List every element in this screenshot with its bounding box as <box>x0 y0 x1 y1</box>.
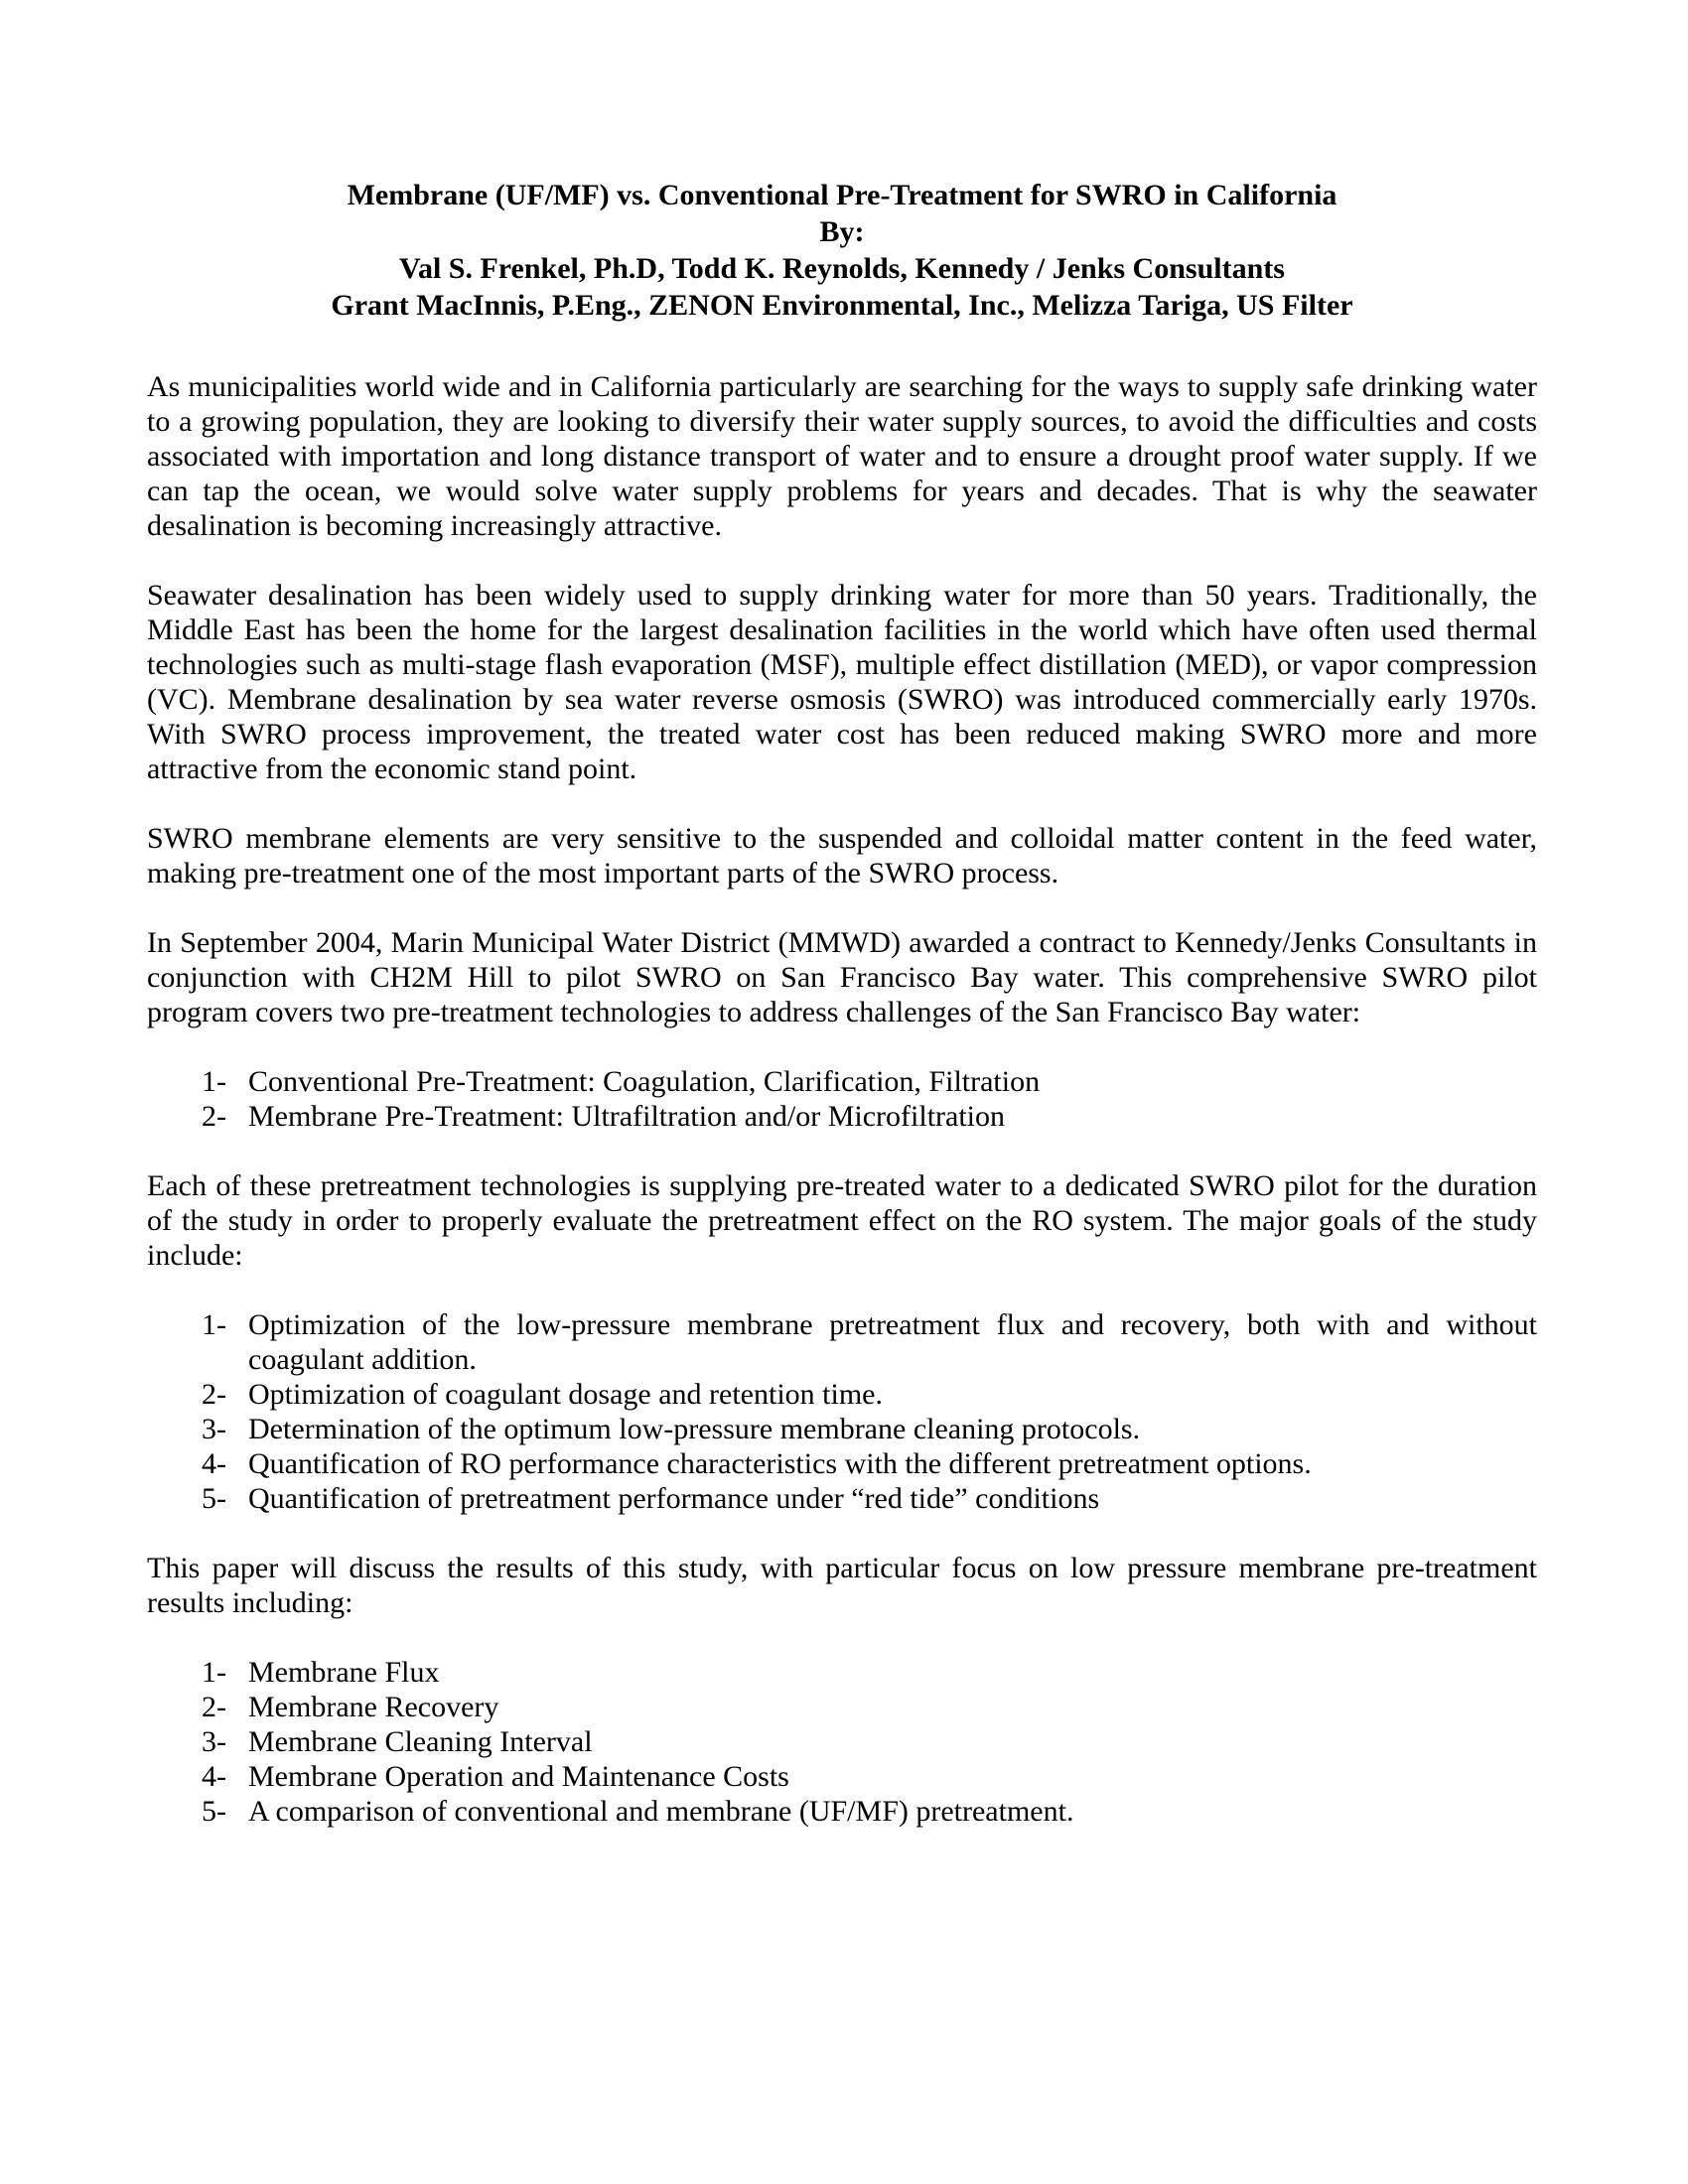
list-item <box>202 1655 1537 1690</box>
list-pretreatment-technologies <box>147 1064 1537 1134</box>
list-item <box>202 1377 1537 1412</box>
list-item-text: Quantification of RO performance characteristics with the different pretreatment options. <box>248 1447 1312 1480</box>
paragraph-contract: In September 2004, Marin Municipal Water District (MMWD) awarded a contract to Kennedy/Jenks Consultants in conjunction with CH2M Hill to pilot SWRO on San Francisco Bay water. This comprehensive SWRO pilot program covers two pre-treatment technologies to address challenges of the San Francisco Bay water: <box>147 926 1537 1028</box>
paragraph-intro: As municipalities world wide and in California particularly are searching for the ways to supply safe drinking water to a growing population, they are looking to diversify their water supply sources, to avoid the difficulties and costs associated with importation and long distance transport of water and to ensure a drought proof water supply. If we can tap the ocean, we would solve water supply problems for years and decades. That is why the seawater desalination is becoming increasingly attractive. <box>147 370 1537 542</box>
list-item <box>202 1794 1537 1829</box>
paragraph-goals-intro: Each of these pretreatment technologies is supplying pre-treated water to a dedicated SWRO pilot for the duration of the study in order to properly evaluate the pretreatment effect on the RO system. The major goals of the study include: <box>147 1169 1537 1272</box>
list-item-number: 4- <box>202 1447 226 1480</box>
list-item-number: 1- <box>202 1308 226 1341</box>
list-item-text: Membrane Recovery <box>248 1691 499 1723</box>
byline: By: <box>819 215 865 248</box>
list-item-text: Membrane Pre-Treatment: Ultrafiltration and/or Microfiltration <box>248 1100 1006 1133</box>
list-item <box>202 1412 1537 1446</box>
list-item <box>202 1064 1537 1099</box>
list-item <box>202 1099 1537 1134</box>
list-study-goals <box>147 1307 1537 1516</box>
list-item <box>202 1481 1537 1516</box>
list-item-text: Determination of the optimum low-pressure membrane cleaning protocols. <box>248 1413 1141 1445</box>
list-item-text: Quantification of pretreatment performance under “red tide” conditions <box>248 1482 1100 1515</box>
list-item-number: 5- <box>202 1482 226 1515</box>
list-item <box>202 1724 1537 1759</box>
list-item-text: Membrane Flux <box>248 1656 440 1689</box>
list-item-number: 5- <box>202 1795 226 1828</box>
list-item-text: Conventional Pre-Treatment: Coagulation, Clarification, Filtration <box>248 1065 1041 1098</box>
list-item <box>202 1690 1537 1724</box>
list-item-number: 3- <box>202 1725 226 1758</box>
list-item-number: 2- <box>202 1691 226 1723</box>
list-item-text: Membrane Operation and Maintenance Costs <box>248 1760 789 1793</box>
paper-content <box>147 177 1537 1863</box>
authors-line-1: Val S. Frenkel, Ph.D, Todd K. Reynolds, Kennedy / Jenks Consultants <box>399 252 1285 285</box>
list-item <box>202 1759 1537 1794</box>
paragraph-results-intro: This paper will discuss the results of this study, with particular focus on low pressure membrane pre-treatment results including: <box>147 1552 1537 1619</box>
list-item <box>202 1307 1537 1377</box>
list-item-text: Optimization of coagulant dosage and retention time. <box>248 1378 883 1411</box>
list-results-topics <box>147 1655 1537 1829</box>
list-item-number: 1- <box>202 1656 226 1689</box>
list-item-number: 1- <box>202 1065 226 1098</box>
list-item <box>202 1446 1537 1481</box>
paragraph-sensitivity: SWRO membrane elements are very sensitive to the suspended and colloidal matter content in the feed water, making pre-treatment one of the most important parts of the SWRO process. <box>147 822 1537 889</box>
list-item-number: 2- <box>202 1378 226 1411</box>
paper-title: Membrane (UF/MF) vs. Conventional Pre-Treatment for SWRO in California <box>347 179 1337 211</box>
list-item-text: A comparison of conventional and membrane (UF/MF) pretreatment. <box>248 1795 1074 1828</box>
authors-line-2: Grant MacInnis, P.Eng., ZENON Environmental, Inc., Melizza Tariga, US Filter <box>331 289 1353 322</box>
list-item-text: Membrane Cleaning Interval <box>248 1725 593 1758</box>
title-block <box>147 177 1537 324</box>
paragraph-history: Seawater desalination has been widely used to supply drinking water for more than 50 years. Traditionally, the Middle East has been the home for the largest desalination facilities in the world which have often used thermal technologies such as multi-stage flash evaporation (MSF), multiple effect distillation (MED), or vapor compression (VC). Membrane desalination by sea water reverse osmosis (SWRO) was introduced commercially early 1970s. With SWRO process improvement, the treated water cost has been reduced making SWRO more and more attractive from the economic stand point. <box>147 579 1537 785</box>
list-item-number: 2- <box>202 1100 226 1133</box>
list-item-number: 4- <box>202 1760 226 1793</box>
list-item-number: 3- <box>202 1413 226 1445</box>
list-item-text: Optimization of the low-pressure membrane pretreatment flux and recovery, both with and without coagulant addition. <box>248 1308 1537 1376</box>
